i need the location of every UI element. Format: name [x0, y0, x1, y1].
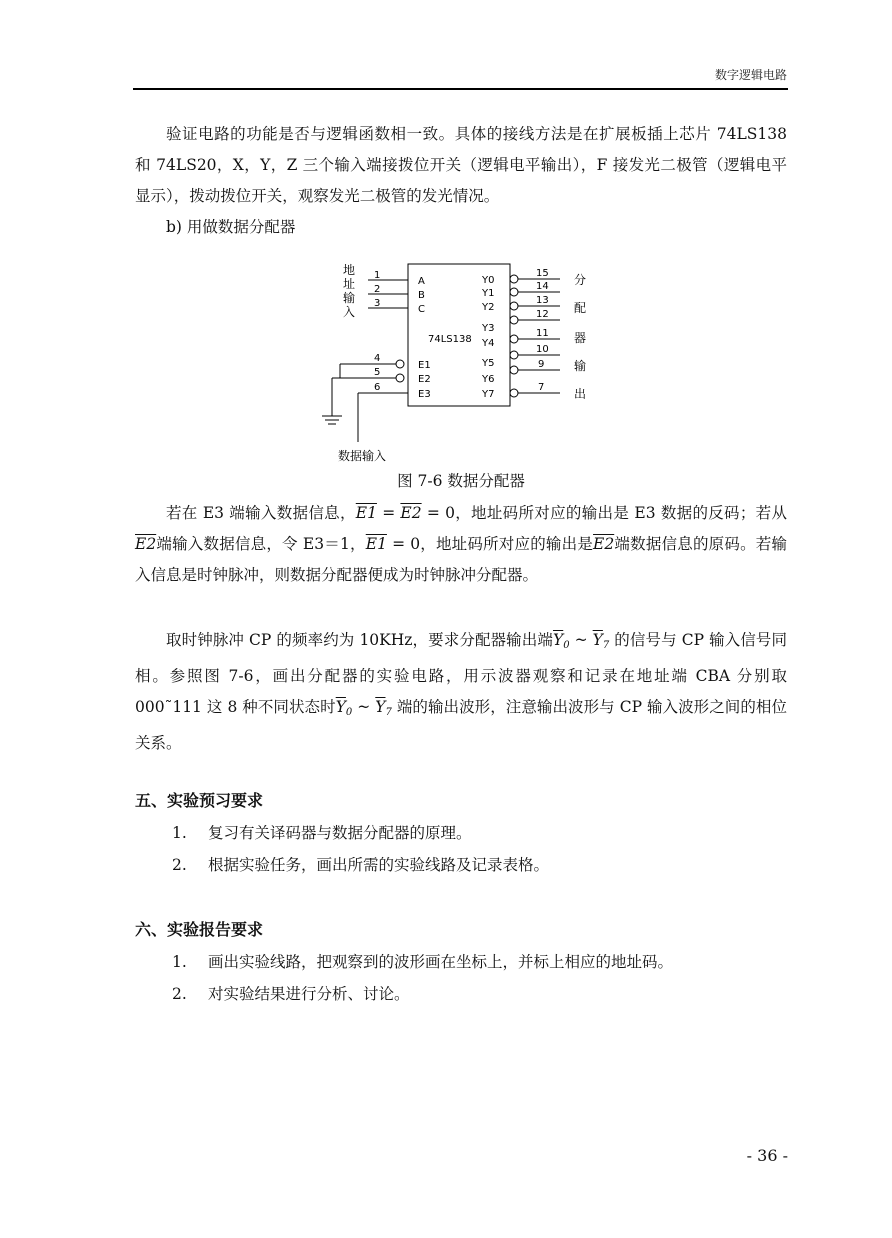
running-header: 数字逻辑电路 [714, 68, 787, 82]
pin-label: 3 [374, 298, 381, 309]
subheading-b: b) 用做数据分配器 [166, 218, 296, 236]
pin-label: 12 [536, 309, 549, 320]
section-heading-report: 六、实验报告要求 [135, 920, 264, 939]
pin-label: 5 [374, 367, 381, 378]
pin-label: 2 [374, 284, 381, 295]
pin-label: 9 [538, 359, 545, 370]
pin-label: 6 [374, 382, 381, 393]
output-name: Y5 [482, 358, 495, 369]
input-name: B [418, 290, 425, 301]
input-name: E3 [418, 389, 431, 400]
header-rule [133, 88, 788, 90]
list-item: 1. 复习有关译码器与数据分配器的原理。 [172, 824, 472, 842]
input-name: E2 [418, 374, 431, 385]
list-item: 2. 根据实验任务，画出所需的实验线路及记录表格。 [172, 856, 550, 874]
label-address-4: 入 [343, 305, 356, 319]
input-name: C [418, 304, 425, 315]
pin-label: 11 [536, 328, 549, 339]
output-name: Y7 [482, 389, 495, 400]
label-output-3: 器 [574, 331, 587, 345]
paragraph-clock-text: 取时钟脉冲 CP 的频率约为 10KHz，要求分配器输出端$\overline{Y}_0$ ~ $\overline{Y}_7$ 的信号与 CP 输入信号同相。参照图 7-6，画出分配器的实验电路，用示波器观察和记录在地址端 CBA 分别取 000˜111 这 8 种不同状态时$\overline{Y}_0$ ~ $\overline{Y}_7$ 端的输出波形，注意输出波形与 CP 输入波形之间的相位关系。 [135, 631, 787, 752]
label-output-1: 分 [574, 273, 587, 287]
figure-caption: 图 7-6 数据分配器 [397, 472, 525, 490]
section-heading-preview: 五、实验预习要求 [135, 791, 264, 810]
output-name: Y1 [482, 288, 495, 299]
label-data-input: 数据输入 [338, 449, 387, 463]
label-output-5: 出 [574, 387, 587, 401]
pin-label: 10 [536, 344, 549, 355]
output-name: Y0 [482, 275, 495, 286]
label-address-3: 输 [343, 291, 356, 305]
data-distributor-circuit [310, 258, 610, 468]
pin-label: 4 [374, 353, 381, 364]
label-address-1: 地 [343, 263, 356, 277]
paragraph-distributor [135, 498, 787, 591]
pin-label: 7 [538, 382, 545, 393]
output-name: Y6 [482, 374, 495, 385]
paragraph-wiring-text: 验证电路的功能是否与逻辑函数相一致。具体的接线方法是在扩展板插上芯片 74LS138 和 74LS20，X，Y，Z 三个输入端接拨位开关（逻辑电平输出），F 接发光二极管（逻辑电平显示），拨动拨位开关，观察发光二极管的发光情况。 [135, 125, 787, 205]
input-name: A [418, 276, 425, 287]
output-name: Y2 [482, 302, 495, 313]
label-output-4: 输 [574, 359, 587, 373]
list-item: 1. 画出实验线路，把观察到的波形画在坐标上，并标上相应的地址码。 [172, 953, 674, 971]
label-output-2: 配 [574, 301, 587, 315]
pin-label: 1 [374, 270, 381, 281]
label-address-2: 址 [343, 277, 356, 291]
output-name: Y4 [482, 338, 495, 349]
list-item: 2. 对实验结果进行分析、讨论。 [172, 985, 410, 1003]
paragraph-wiring [135, 119, 787, 243]
pin-label: 15 [536, 268, 549, 279]
pin-label: 13 [536, 295, 549, 306]
output-name: Y3 [482, 323, 495, 334]
page-number: - 36 - [746, 1146, 788, 1165]
paragraph-clock [135, 625, 787, 759]
pin-label: 14 [536, 281, 549, 292]
chip-name: 74LS138 [428, 334, 472, 345]
paragraph-distributor-text: 若在 E3 端输入数据信息，E1 = E2 = 0，地址码所对应的输出是 E3 数据的反码；若从E2端输入数据信息，令 E3＝1，E1 = 0，地址码所对应的输出是E2端数据信息的原码。若输入信息是时钟脉冲，则数据分配器便成为时钟脉冲分配器。 [135, 504, 787, 584]
input-name: E1 [418, 360, 431, 371]
